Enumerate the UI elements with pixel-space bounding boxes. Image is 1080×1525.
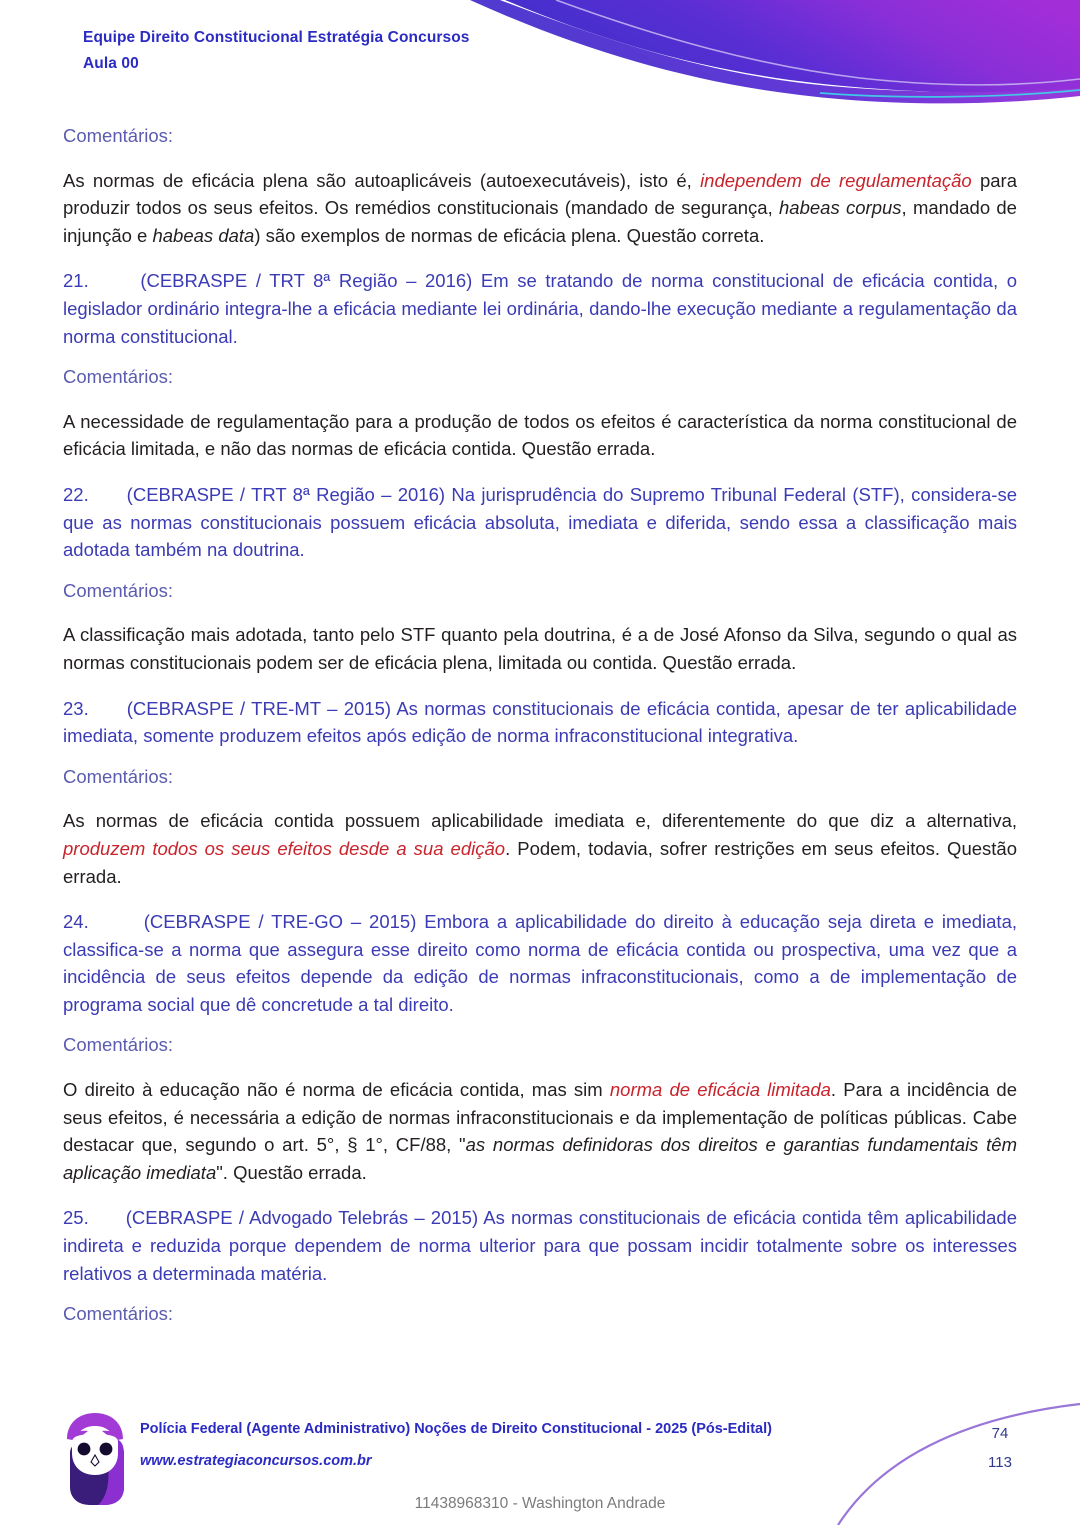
italic-text: as normas definidoras dos direitos e garantias fundamentais têm aplicação imediata <box>63 1134 1018 1183</box>
comentarios-label: Comentários: <box>63 1303 174 1325</box>
text-run: 25. (CEBRASPE / Advogado Telebrás – 2015) As normas constitucionais de eficácia contida têm aplicabilidade indireta e reduzida porque dependem de norma ulterior para que possam incidir totalmente sobre os interesses relativos a determinada matéria. <box>63 1207 1017 1284</box>
question-paragraph <box>63 695 1017 750</box>
text-run: A classificação mais adotada, tanto pelo STF quanto pela doutrina, é a de José Afonso da Silva, segundo o qual as normas constitucionais podem ser de eficácia plena, limitada ou contida. Questão errada. <box>63 624 1017 673</box>
italic-text: habeas corpus <box>779 197 902 219</box>
highlighted-text: produzem todos os seus efeitos desde a sua edição <box>63 838 506 859</box>
question-paragraph <box>63 481 1017 564</box>
commentary-paragraph <box>63 807 1017 890</box>
text-run: 24. (CEBRASPE / TRE-GO – 2015) Embora a aplicabilidade do direito à educação seja direta e imediata, classifica-se a norma que assegura esse direito como norma de eficácia contida ou prospectiva, uma vez que a incidência de seus efeitos depende da edição de normas infraconstitucionais, como a de implementação de programa social que dê concretude a tal direito. <box>63 911 1017 1015</box>
page-total-number: 113 <box>988 1453 1012 1471</box>
text-run: . Para a incidência de seus efeitos, é necessária a edição de normas infraconstitucionais e da implementação de políticas públicas. Cabe destacar que, segundo o art. 5°, § 1°, CF/88, " <box>63 1079 1017 1156</box>
user-watermark: 11438968310 - Washington Andrade <box>414 1495 666 1512</box>
header-lesson-number: Aula 00 <box>83 55 139 73</box>
comentarios-label: Comentários: <box>63 1034 174 1056</box>
page-header <box>83 26 470 76</box>
page-footer <box>0 1390 1080 1525</box>
text-run: para produzir todos os seus efeitos. Os remédios constitucionais (mandado de segurança, <box>63 169 1018 219</box>
commentary-paragraph <box>63 621 1017 676</box>
text-run: O direito à educação não é norma de eficácia contida, mas sim <box>63 1079 610 1101</box>
question-paragraph <box>63 908 1017 1018</box>
text-run: ". Questão errada. <box>216 1161 367 1183</box>
text-run: 22. (CEBRASPE / TRT 8ª Região – 2016) Na jurisprudência do Supremo Tribunal Federal (STF), considera-se que as normas constitucionais possuem eficácia absoluta, imediata e diferida, sendo essa a classificação mais adotada também na doutrina. <box>63 484 1017 561</box>
page-number-block <box>975 1420 1025 1477</box>
comentarios-label: Comentários: <box>63 765 174 787</box>
commentary-paragraph <box>63 408 1017 463</box>
comentarios-label: Comentários: <box>63 366 174 388</box>
header-course-title: Equipe Direito Constitucional Estratégia Concursos <box>83 29 470 46</box>
footer-text-block <box>140 1419 772 1474</box>
highlighted-text: norma de eficácia limitada <box>609 1079 831 1101</box>
comentarios-label: Comentários: <box>63 125 174 146</box>
question-paragraph <box>63 1204 1017 1287</box>
commentary-paragraph <box>63 167 1017 250</box>
highlighted-text: independem de regulamentação <box>700 169 972 191</box>
text-run: 23. (CEBRASPE / TRE-MT – 2015) As normas constitucionais de eficácia contida, apesar de ter aplicabilidade imediata, somente produzem efeitos após edição de norma infraconstitucional integrativa. <box>63 697 1017 747</box>
text-run: 21. (CEBRASPE / TRT 8ª Região – 2016) Em se tratando de norma constitucional de eficácia contida, o legislador ordinário integra-lhe a eficácia mediante lei ordinária, dando-lhe execução mediante a regulamentação da norma constitucional. <box>63 270 1017 347</box>
page-current-number: 74 <box>991 1425 1009 1442</box>
commentary-paragraph <box>63 1076 1017 1186</box>
comentarios-label: Comentários: <box>63 579 174 601</box>
text-run: A necessidade de regulamentação para a produção de todos os efeitos é característica da norma constitucional de eficácia limitada, e não das normas de eficácia contida. Questão errada. <box>63 410 1017 460</box>
text-run: ) são exemplos de normas de eficácia plena. Questão correta. <box>254 224 765 246</box>
owl-logo-icon <box>58 1409 132 1507</box>
text-run: , mandado de injunção e <box>63 197 1017 246</box>
text-run: . Podem, todavia, sofrer restrições em seus efeitos. Questão errada. <box>63 838 1017 887</box>
footer-website-link[interactable]: www.estrategiaconcursos.com.br <box>140 1453 372 1470</box>
question-paragraph <box>63 267 1017 350</box>
italic-text: habeas data <box>152 224 255 246</box>
text-run: As normas de eficácia contida possuem aplicabilidade imediata e, diferentemente do que diz a alternativa, <box>63 810 1017 832</box>
text-run: As normas de eficácia plena são autoaplicáveis (autoexecutáveis), isto é, <box>63 169 701 191</box>
footer-course-title: Polícia Federal (Agente Administrativo) Noções de Direito Constitucional - 2025 (Pós-Edital) <box>140 1420 772 1437</box>
document-body <box>63 122 1017 1345</box>
